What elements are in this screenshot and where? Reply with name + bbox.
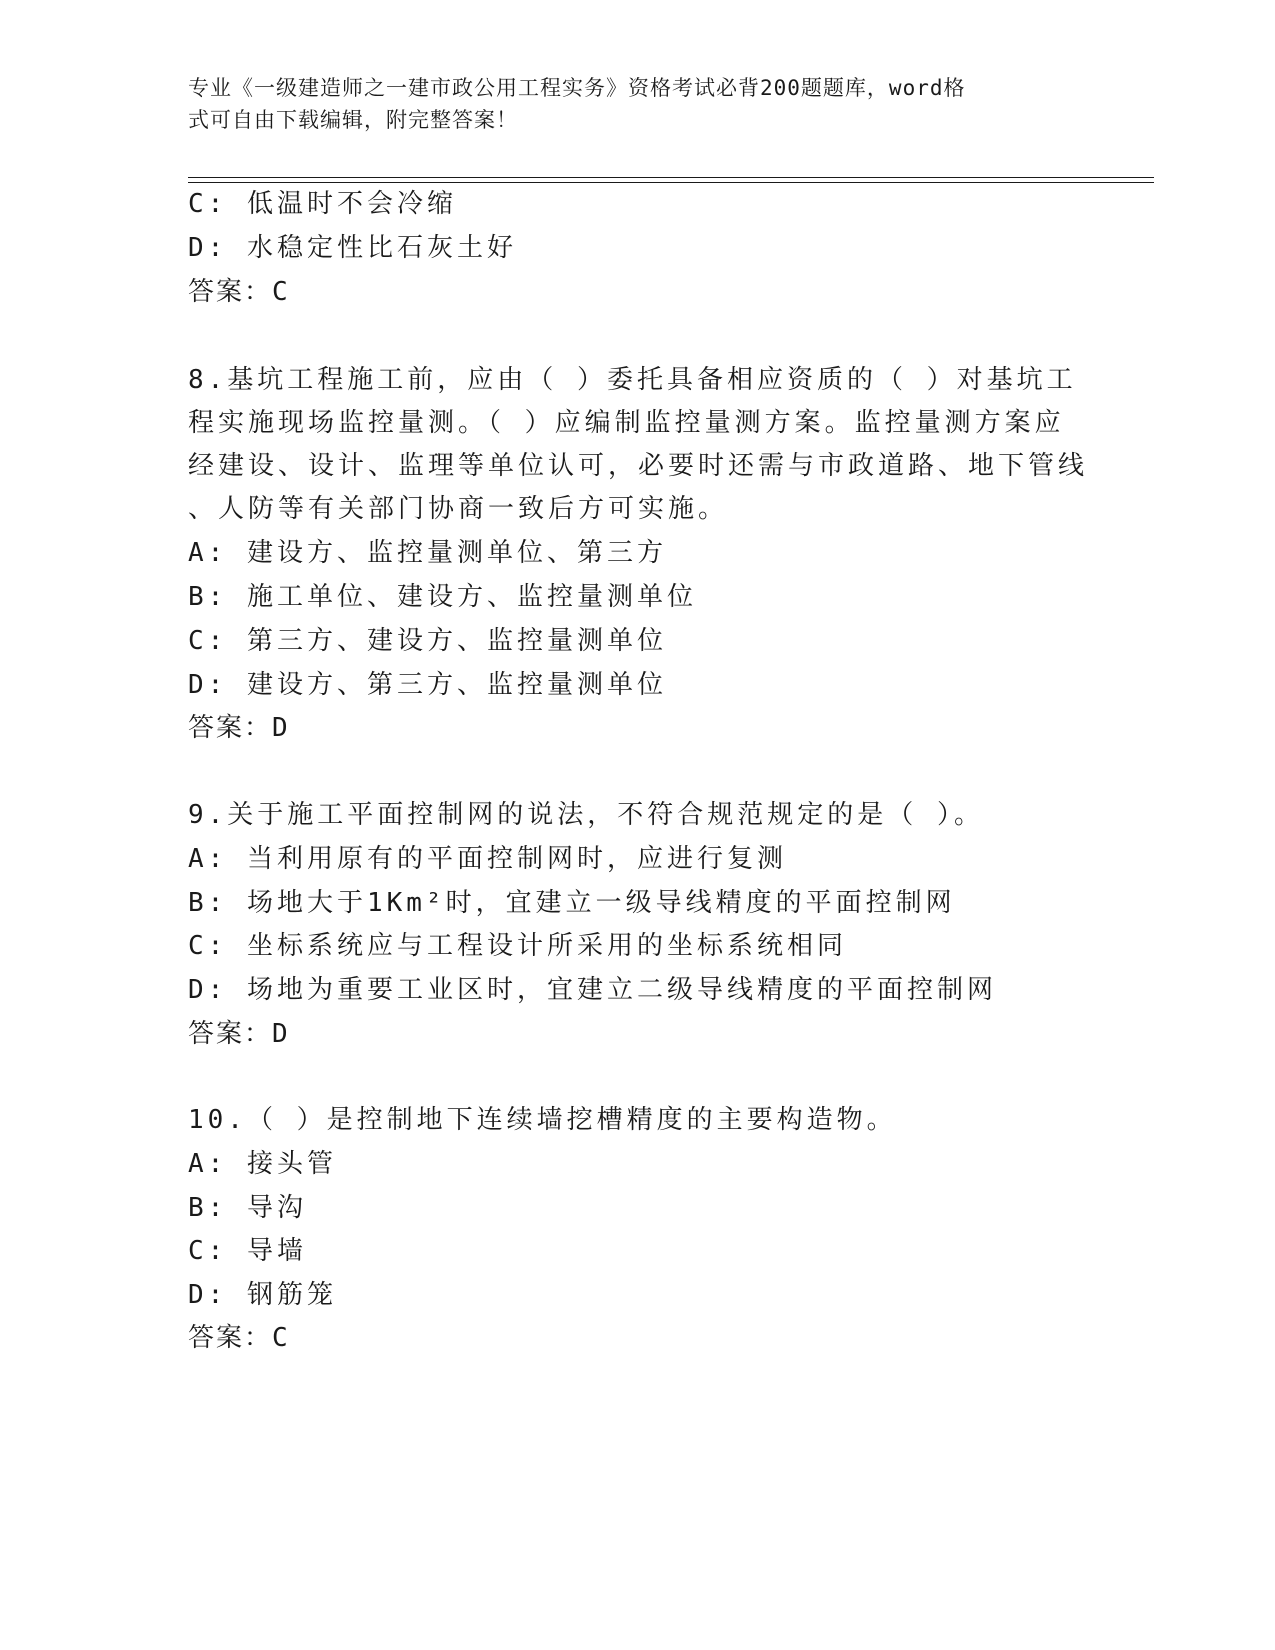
q8-stem-line-4: 、人防等有关部门协商一致后方可实施。 <box>188 494 729 524</box>
q10-answer: 答案：C <box>188 1323 290 1353</box>
q8-option-b: B: 施工单位、建设方、监控量测单位 <box>188 582 697 612</box>
q8-option-a: A: 建设方、监控量测单位、第三方 <box>188 538 667 568</box>
header-rule-top <box>188 177 1154 178</box>
q9-option-d: D: 场地为重要工业区时，宜建立二级导线精度的平面控制网 <box>188 975 997 1005</box>
document-header <box>188 72 1068 136</box>
q8-option-d: D: 建设方、第三方、监控量测单位 <box>188 670 667 700</box>
q9-stem: 9.关于施工平面控制网的说法，不符合规范规定的是（ ）。 <box>188 800 984 830</box>
q8-stem-line-1: 8.基坑工程施工前，应由（ ）委托具备相应资质的（ ）对基坑工 <box>188 365 1077 395</box>
q7-answer: 答案：C <box>188 277 290 307</box>
q9-answer: 答案：D <box>188 1019 290 1049</box>
q10-stem: 10.（ ）是控制地下连续墙挖槽精度的主要构造物。 <box>188 1105 897 1135</box>
q9-option-b: B: 场地大于1Km²时，宜建立一级导线精度的平面控制网 <box>188 888 956 918</box>
header-rule-bottom <box>188 182 1154 183</box>
q10-option-d: D: 钢筋笼 <box>188 1280 337 1310</box>
q8-answer: 答案：D <box>188 713 290 743</box>
header-line-2: 式可自由下载编辑，附完整答案！ <box>188 108 518 132</box>
q10-option-a: A: 接头管 <box>188 1149 337 1179</box>
q8-stem-line-3: 经建设、设计、监理等单位认可，必要时还需与市政道路、地下管线 <box>188 451 1089 481</box>
header-line-1: 专业《一级建造师之一建市政公用工程实务》资格考试必背200题题库，word格 <box>188 76 966 100</box>
q10-option-b: B: 导沟 <box>188 1193 307 1223</box>
q7-option-d: D: 水稳定性比石灰土好 <box>188 233 517 263</box>
q9-option-a: A: 当利用原有的平面控制网时，应进行复测 <box>188 844 787 874</box>
q8-stem-line-2: 程实施现场监控量测。（ ）应编制监控量测方案。监控量测方案应 <box>188 408 1065 438</box>
q9-option-c: C: 坐标系统应与工程设计所采用的坐标系统相同 <box>188 931 847 961</box>
q10-option-c: C: 导墙 <box>188 1236 307 1266</box>
q7-option-c: C: 低温时不会冷缩 <box>188 189 457 219</box>
q8-option-c: C: 第三方、建设方、监控量测单位 <box>188 626 667 656</box>
